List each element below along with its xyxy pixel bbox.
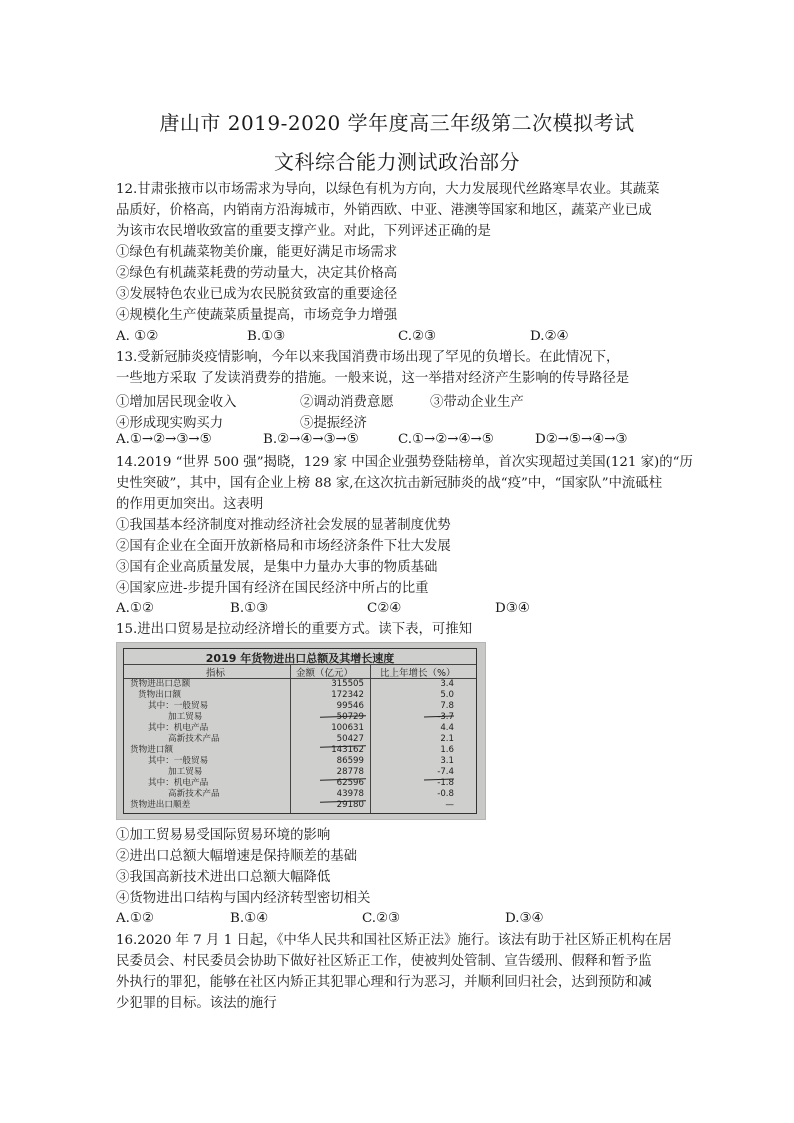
table-row-growth: -1.8 xyxy=(437,778,454,788)
table-row-label: 高新技术产品 xyxy=(168,734,220,744)
table-row-label: 加工贸易 xyxy=(168,767,203,777)
q14-line-2: 史性突破”，其中，国有企业上榜 88 家,在这次抗击新冠肺炎的战“疫”中，“国家队”中流砥柱 xyxy=(116,476,663,491)
table-row-growth: 4.4 xyxy=(440,723,454,733)
table-row-amount: 28778 xyxy=(336,767,364,777)
table-row-label: 加工贸易 xyxy=(168,712,203,722)
header-amount: 金额（亿元） xyxy=(296,668,354,679)
table-row-growth: 7.8 xyxy=(440,701,454,711)
q12-option-d: D.②④ xyxy=(530,329,569,344)
q12-option-c: C.②③ xyxy=(398,329,437,344)
table-row-label: 其中：机电产品 xyxy=(148,778,209,788)
exam-subtitle: 文科综合能力测试政治部分 xyxy=(274,150,520,174)
table-row-label: 货物进出口总额 xyxy=(130,679,191,689)
header-growth: 比上年增长（%） xyxy=(380,668,456,679)
table-row-amount: 50729 xyxy=(336,712,364,722)
table-row-growth: -0.8 xyxy=(437,789,454,799)
table-row-growth: 3.1 xyxy=(440,756,454,766)
trade-table xyxy=(123,648,477,814)
q14-item-3: ③国有企业高质量发展，是集中力量办大事的物质基础 xyxy=(116,560,438,575)
q13-item-4: ④形成现实购买力 xyxy=(116,416,224,431)
table-row-growth: 1.6 xyxy=(440,745,454,755)
q12-option-a: A. ①② xyxy=(116,329,159,344)
q13-line-2: 一些地方采取 了发读消费券的措施。一般来说，这一举措对经济产生影响的传导路径是 xyxy=(116,371,630,386)
table-row-growth: — xyxy=(445,800,454,810)
q14-item-4: ④国家应进-步提升国有经济在国民经济中所占的比重 xyxy=(116,581,429,596)
q12-line-2: 品质好，价格高，内销南方沿海城市，外销西欧、中亚、港澳等国家和地区，蔬菜产业已成 xyxy=(116,203,652,218)
q13-item-5: ⑤提振经济 xyxy=(300,416,367,431)
q12-option-b: B.①③ xyxy=(247,329,286,344)
table-row-amount: 50427 xyxy=(336,734,364,744)
table-row-label: 货物出口额 xyxy=(138,690,181,700)
q15-option-a: A.①② xyxy=(116,911,154,926)
table-row-label: 其中：一般贸易 xyxy=(148,756,209,766)
q14-item-1: ①我国基本经济制度对推动经济社会发展的显著制度优势 xyxy=(116,518,451,533)
column-divider xyxy=(370,664,371,813)
table-row-amount: 143162 xyxy=(331,745,364,755)
table-row-growth: 3.4 xyxy=(440,679,454,689)
q12-item-3: ③发展特色农业已成为农民脱贫致富的重要途径 xyxy=(116,287,398,302)
table-row-amount: 86599 xyxy=(336,756,364,766)
q12-line-1: 12.甘肃张掖市以市场需求为导向，以绿色有机为方向，大力发展现代丝路寒旱农业。其蔬菜 xyxy=(116,182,660,197)
q15-item-1: ①加工贸易易受国际贸易环境的影响 xyxy=(116,828,331,843)
column-divider xyxy=(290,664,291,813)
q15-item-3: ③我国高新技术进出口总额大幅降低 xyxy=(116,870,331,885)
trade-table-header xyxy=(124,664,476,679)
exam-title: 唐山市 2019-2020 学年度高三年级第二次模拟考试 xyxy=(159,111,635,135)
q12-item-2: ②绿色有机蔬菜耗费的劳动量大，决定其价格高 xyxy=(116,266,398,281)
table-row-amount: 315505 xyxy=(331,679,364,689)
q15-stem: 15.进出口贸易是拉动经济增长的重要方式。读下表，可推知 xyxy=(116,622,473,637)
table-row-growth: 2.1 xyxy=(440,734,454,744)
q15-option-d: D.③④ xyxy=(505,911,544,926)
q13-option-d: D②→⑤→④→③ xyxy=(535,432,628,447)
q13-item-1: ①增加居民现金收入 xyxy=(116,395,237,410)
table-row-amount: 100631 xyxy=(331,723,364,733)
table-row-label: 其中：一般贸易 xyxy=(148,701,209,711)
q13-option-a: A.①→②→③→⑤ xyxy=(116,432,212,447)
table-row-amount: 43978 xyxy=(336,789,364,799)
trade-table-title: 2019 年货物进出口总额及其增长速度 xyxy=(205,652,395,665)
q12-line-3: 为该市农民增收致富的重要支撑产业。对此，下列评述正确的是 xyxy=(116,224,491,239)
q15-option-c: C.②③ xyxy=(362,911,401,926)
header-indicator: 指标 xyxy=(206,668,226,679)
q14-line-3: 的作用更加突出。这表明 xyxy=(116,497,264,512)
q14-option-d: D③④ xyxy=(495,601,530,616)
q15-option-b: B.①④ xyxy=(230,911,269,926)
q16-line-3: 外执行的罪犯，能够在社区内矫正其犯罪心理和行为恶习，并顺利回归社会，达到预防和减 xyxy=(116,975,652,990)
q14-item-2: ②国有企业在全面开放新格局和市场经济条件下壮大发展 xyxy=(116,539,451,554)
table-row-amount: 29180 xyxy=(336,800,364,810)
q15-item-2: ②进出口总额大幅增速是保持顺差的基础 xyxy=(116,849,358,864)
q15-item-4: ④货物进出口结构与国内经济转型密切相关 xyxy=(116,891,371,906)
table-row-growth: -3.7 xyxy=(437,712,454,722)
q16-line-2: 民委员会、村民委员会协助下做好社区矫正工作，使被判处管制、宣告缓刑、假释和暂予监 xyxy=(116,954,652,969)
table-row-label: 其中：机电产品 xyxy=(148,723,209,733)
q13-line-1: 13.受新冠肺炎疫情影响，今年以来我国消费市场出现了罕见的负增长。在此情况下， xyxy=(116,350,620,365)
q13-option-c: C.①→②→④→⑤ xyxy=(398,432,494,447)
q13-item-3: ③带动企业生产 xyxy=(430,395,524,410)
q16-line-1: 16.2020 年 7 月 1 日起，《中华人民共和国社区矫正法》施行。该法有助于社区矫正机构在居 xyxy=(116,933,672,948)
table-row-label: 高新技术产品 xyxy=(168,789,220,799)
table-row-label: 货物进口额 xyxy=(130,745,173,755)
table-row-growth: -7.4 xyxy=(437,767,454,777)
q14-option-b: B.①③ xyxy=(230,601,269,616)
q14-option-a: A.①② xyxy=(116,601,154,616)
q13-option-b: B.②→④→③→⑤ xyxy=(263,432,359,447)
table-row-amount: 62596 xyxy=(336,778,364,788)
table-row-growth: 5.0 xyxy=(440,690,454,700)
table-row-amount: 172342 xyxy=(331,690,364,700)
trade-table-photo xyxy=(116,642,486,820)
q14-line-1: 14.2019 “世界 500 强”揭晓，129 家 中国企业强势登陆榜单，首次实现超过美国(121 家)的“历 xyxy=(116,455,693,470)
q16-line-4: 少犯罪的目标。该法的施行 xyxy=(116,996,277,1011)
q13-item-2: ②调动消费意愿 xyxy=(300,395,394,410)
table-row-label: 货物进出口顺差 xyxy=(130,800,191,810)
q12-item-4: ④规模化生产使蔬菜质量提高，市场竞争力增强 xyxy=(116,308,398,323)
q14-option-c: C②④ xyxy=(367,601,402,616)
q12-item-1: ①绿色有机蔬菜物美价廉，能更好满足市场需求 xyxy=(116,245,398,260)
table-row-amount: 99546 xyxy=(336,701,364,711)
